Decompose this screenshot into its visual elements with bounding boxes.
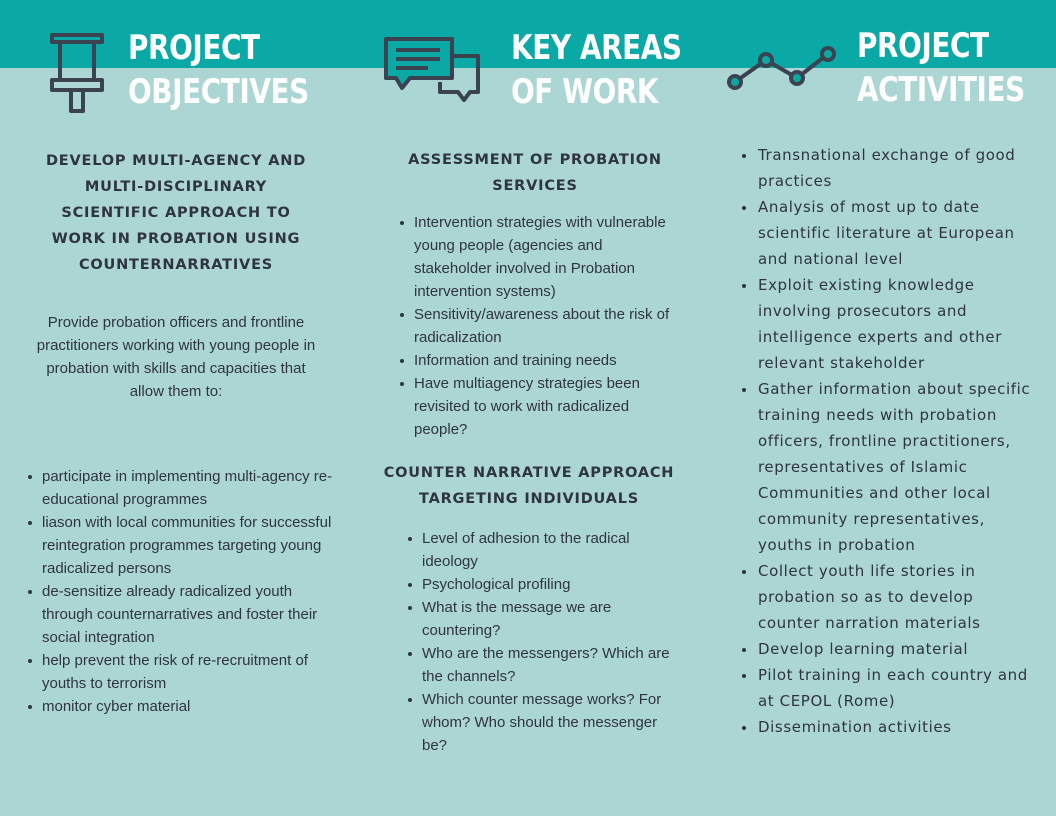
speech-bubbles-icon — [382, 36, 484, 104]
counter-narrative-heading: COUNTER NARRATIVE APPROACH TARGETING INDIVIDUALS — [383, 465, 675, 507]
list-item: Gather information about specific training needs with probation officers, frontline practitioners, representatives of Islamic Communities and other local community representatives, youths in probation — [740, 376, 1040, 558]
list-item: liason with local communities for successful reintegration programmes targeting young radicalized persons — [22, 511, 334, 580]
assessment-list — [394, 211, 676, 441]
list-item: monitor cyber material — [22, 695, 334, 718]
objectives-intro: Provide probation officers and frontline practitioners working with young people in probation with skills and capacities that allow them to: — [36, 314, 316, 400]
list-item: Analysis of most up to date scientific literature at European and national level — [740, 194, 1040, 272]
list-item: participate in implementing multi-agency re-educational programmes — [22, 465, 334, 511]
list-item: de-sensitize already radicalized youth through counternarratives and foster their social integration — [22, 580, 334, 649]
line-chart-icon — [724, 44, 840, 94]
list-item: Which counter message works? For whom? Who should the messenger be? — [402, 688, 674, 757]
activities-list — [740, 142, 1040, 740]
list-item: help prevent the risk of re-recruitment of youths to terrorism — [22, 649, 334, 695]
list-item: Pilot training in each country and at CEPOL (Rome) — [740, 662, 1040, 714]
list-item: Who are the messengers? Which are the channels? — [402, 642, 674, 688]
list-item: What is the message we are countering? — [402, 596, 674, 642]
counter-narrative-list — [402, 527, 674, 757]
list-item: Have multiagency strategies been revisited to work with radicalized people? — [394, 372, 676, 441]
assessment-heading: ASSESSMENT OF PROBATION SERVICES — [408, 152, 662, 194]
list-item: Collect youth life stories in probation so as to develop counter narration materials — [740, 558, 1040, 636]
list-item: Transnational exchange of good practices — [740, 142, 1040, 194]
header-title-activities: PROJECT ACTIVITIES — [857, 26, 1025, 110]
list-item: Exploit existing knowledge involving prosecutors and intelligence experts and other relevant stakeholder — [740, 272, 1040, 376]
list-item: Develop learning material — [740, 636, 1040, 662]
objectives-subheading: DEVELOP MULTI-AGENCY AND MULTI-DISCIPLINARY SCIENTIFIC APPROACH TO WORK IN PROBATION USING COUNTERNARRATIVES — [45, 153, 307, 273]
objectives-list — [22, 465, 334, 718]
list-item: Dissemination activities — [740, 714, 1040, 740]
list-item: Sensitivity/awareness about the risk of radicalization — [394, 303, 676, 349]
list-item: Psychological profiling — [402, 573, 674, 596]
list-item: Intervention strategies with vulnerable young people (agencies and stakeholder involved in Probation intervention systems) — [394, 211, 676, 303]
pushpin-icon — [48, 32, 106, 114]
list-item: Information and training needs — [394, 349, 676, 372]
list-item: Level of adhesion to the radical ideology — [402, 527, 674, 573]
header-title-key-areas: KEY AREAS OF WORK — [511, 28, 682, 112]
header-title-objectives: PROJECT OBJECTIVES — [128, 28, 309, 112]
